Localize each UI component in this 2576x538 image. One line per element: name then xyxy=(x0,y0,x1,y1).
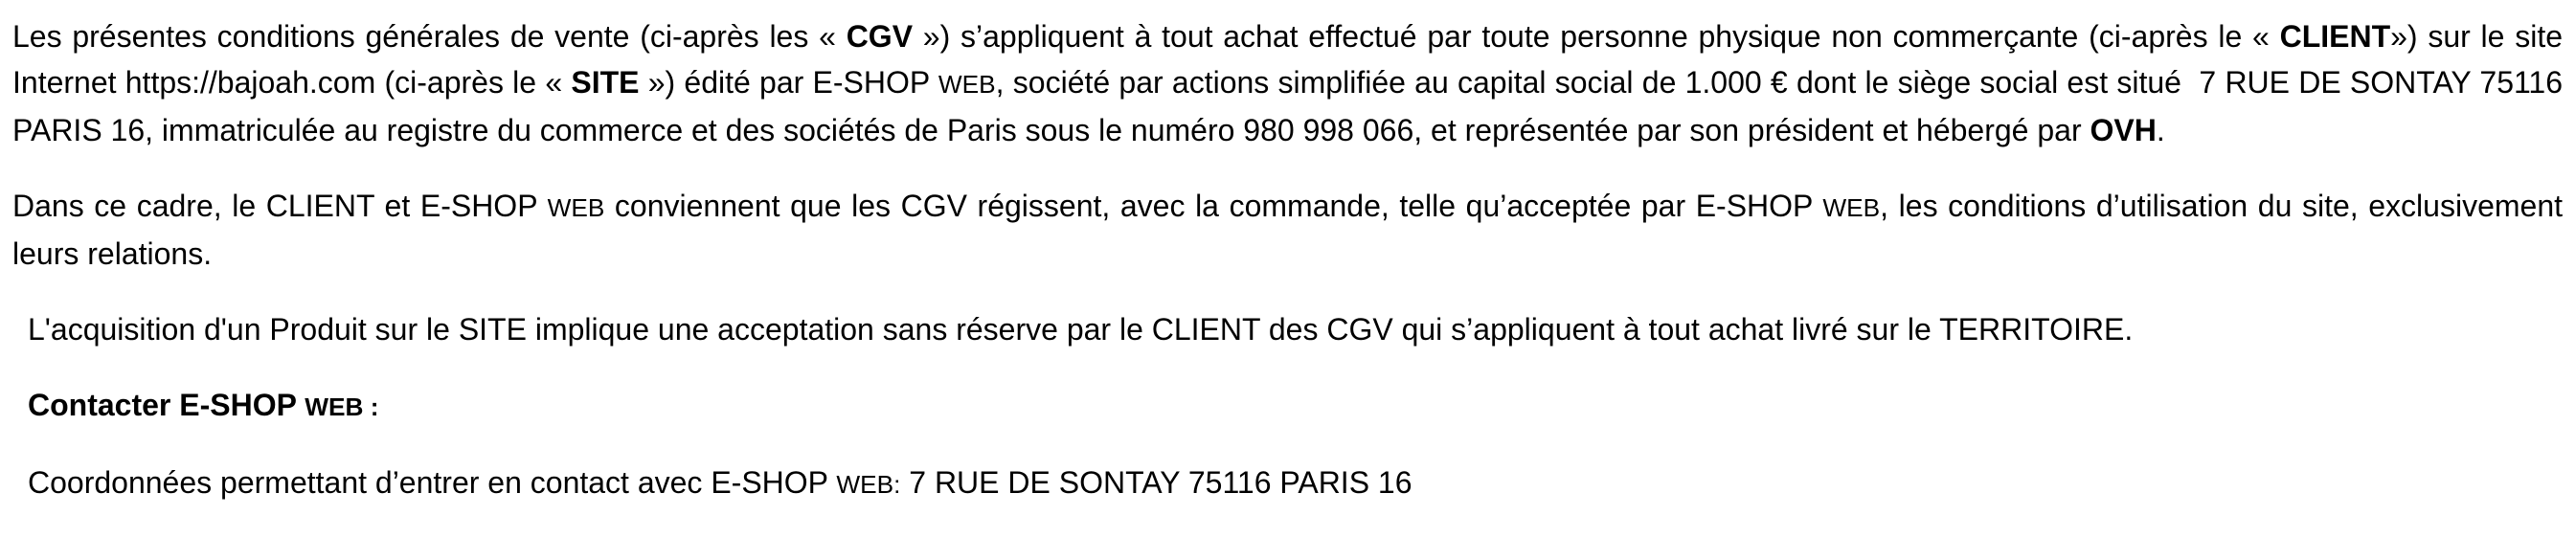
text-run: 7 RUE DE SONTAY 75116 PARIS 16 xyxy=(900,465,1412,500)
bold-text-run: CLIENT xyxy=(2279,19,2391,54)
bold-text-run: Contacter E-SHOP xyxy=(28,388,305,422)
smallcaps-text-run: WEB: xyxy=(836,470,901,499)
text-run: . xyxy=(2156,113,2165,147)
bold-text-run: OVH xyxy=(2090,113,2157,147)
bold-text-run: CGV xyxy=(846,19,914,54)
paragraph-contact-heading xyxy=(12,382,2563,430)
text-run: L'acquisition d'un Produit sur le SITE implique une acceptation sans réserve par le CLIENT des CGV qui s’appliquent à tout achat livré sur le TERRITOIRE. xyxy=(28,312,2134,347)
smallcaps-text-run: WEB xyxy=(938,70,996,99)
text-run: , les conditions d’utilisation du site, exclusivement leurs relations. xyxy=(12,189,2564,271)
text-run: Coordonnées permettant d’entrer en contact avec E-SHOP xyxy=(28,465,837,500)
text-run: ») sur le site Internet https://bajoah.com (ci-après le « xyxy=(12,19,2564,100)
paragraph-acquisition xyxy=(12,306,2563,352)
text-run: , société par actions simplifiée au capital social de 1.000 € dont le siège social est situé 7 RUE DE SONTAY 75116 PARIS 16, immatriculée au registre du commerce et des sociétés de Paris sous le numéro 980 998 066, et représentée par son président et hébergé par xyxy=(12,65,2564,147)
text-run: Dans ce cadre, le CLIENT et E-SHOP xyxy=(12,189,548,223)
smallcaps-text-run: WEB xyxy=(1822,193,1881,222)
text-run: ») édité par E-SHOP xyxy=(639,65,938,100)
bold-text-run: WEB : xyxy=(305,392,379,421)
paragraph-intro xyxy=(12,13,2563,153)
text-run: Les présentes conditions générales de vente (ci-après les « xyxy=(12,19,847,54)
paragraph-contact-details xyxy=(12,460,2563,507)
paragraph-cadre xyxy=(12,183,2563,277)
text-run: ») s’appliquent à tout achat effectué par toute personne physique non commerçante (ci-après le « xyxy=(913,19,2280,54)
bold-text-run: SITE xyxy=(571,65,640,100)
text-run: conviennent que les CGV régissent, avec la commande, telle qu’acceptée par E-SHOP xyxy=(604,189,1823,223)
smallcaps-text-run: WEB xyxy=(547,193,605,222)
